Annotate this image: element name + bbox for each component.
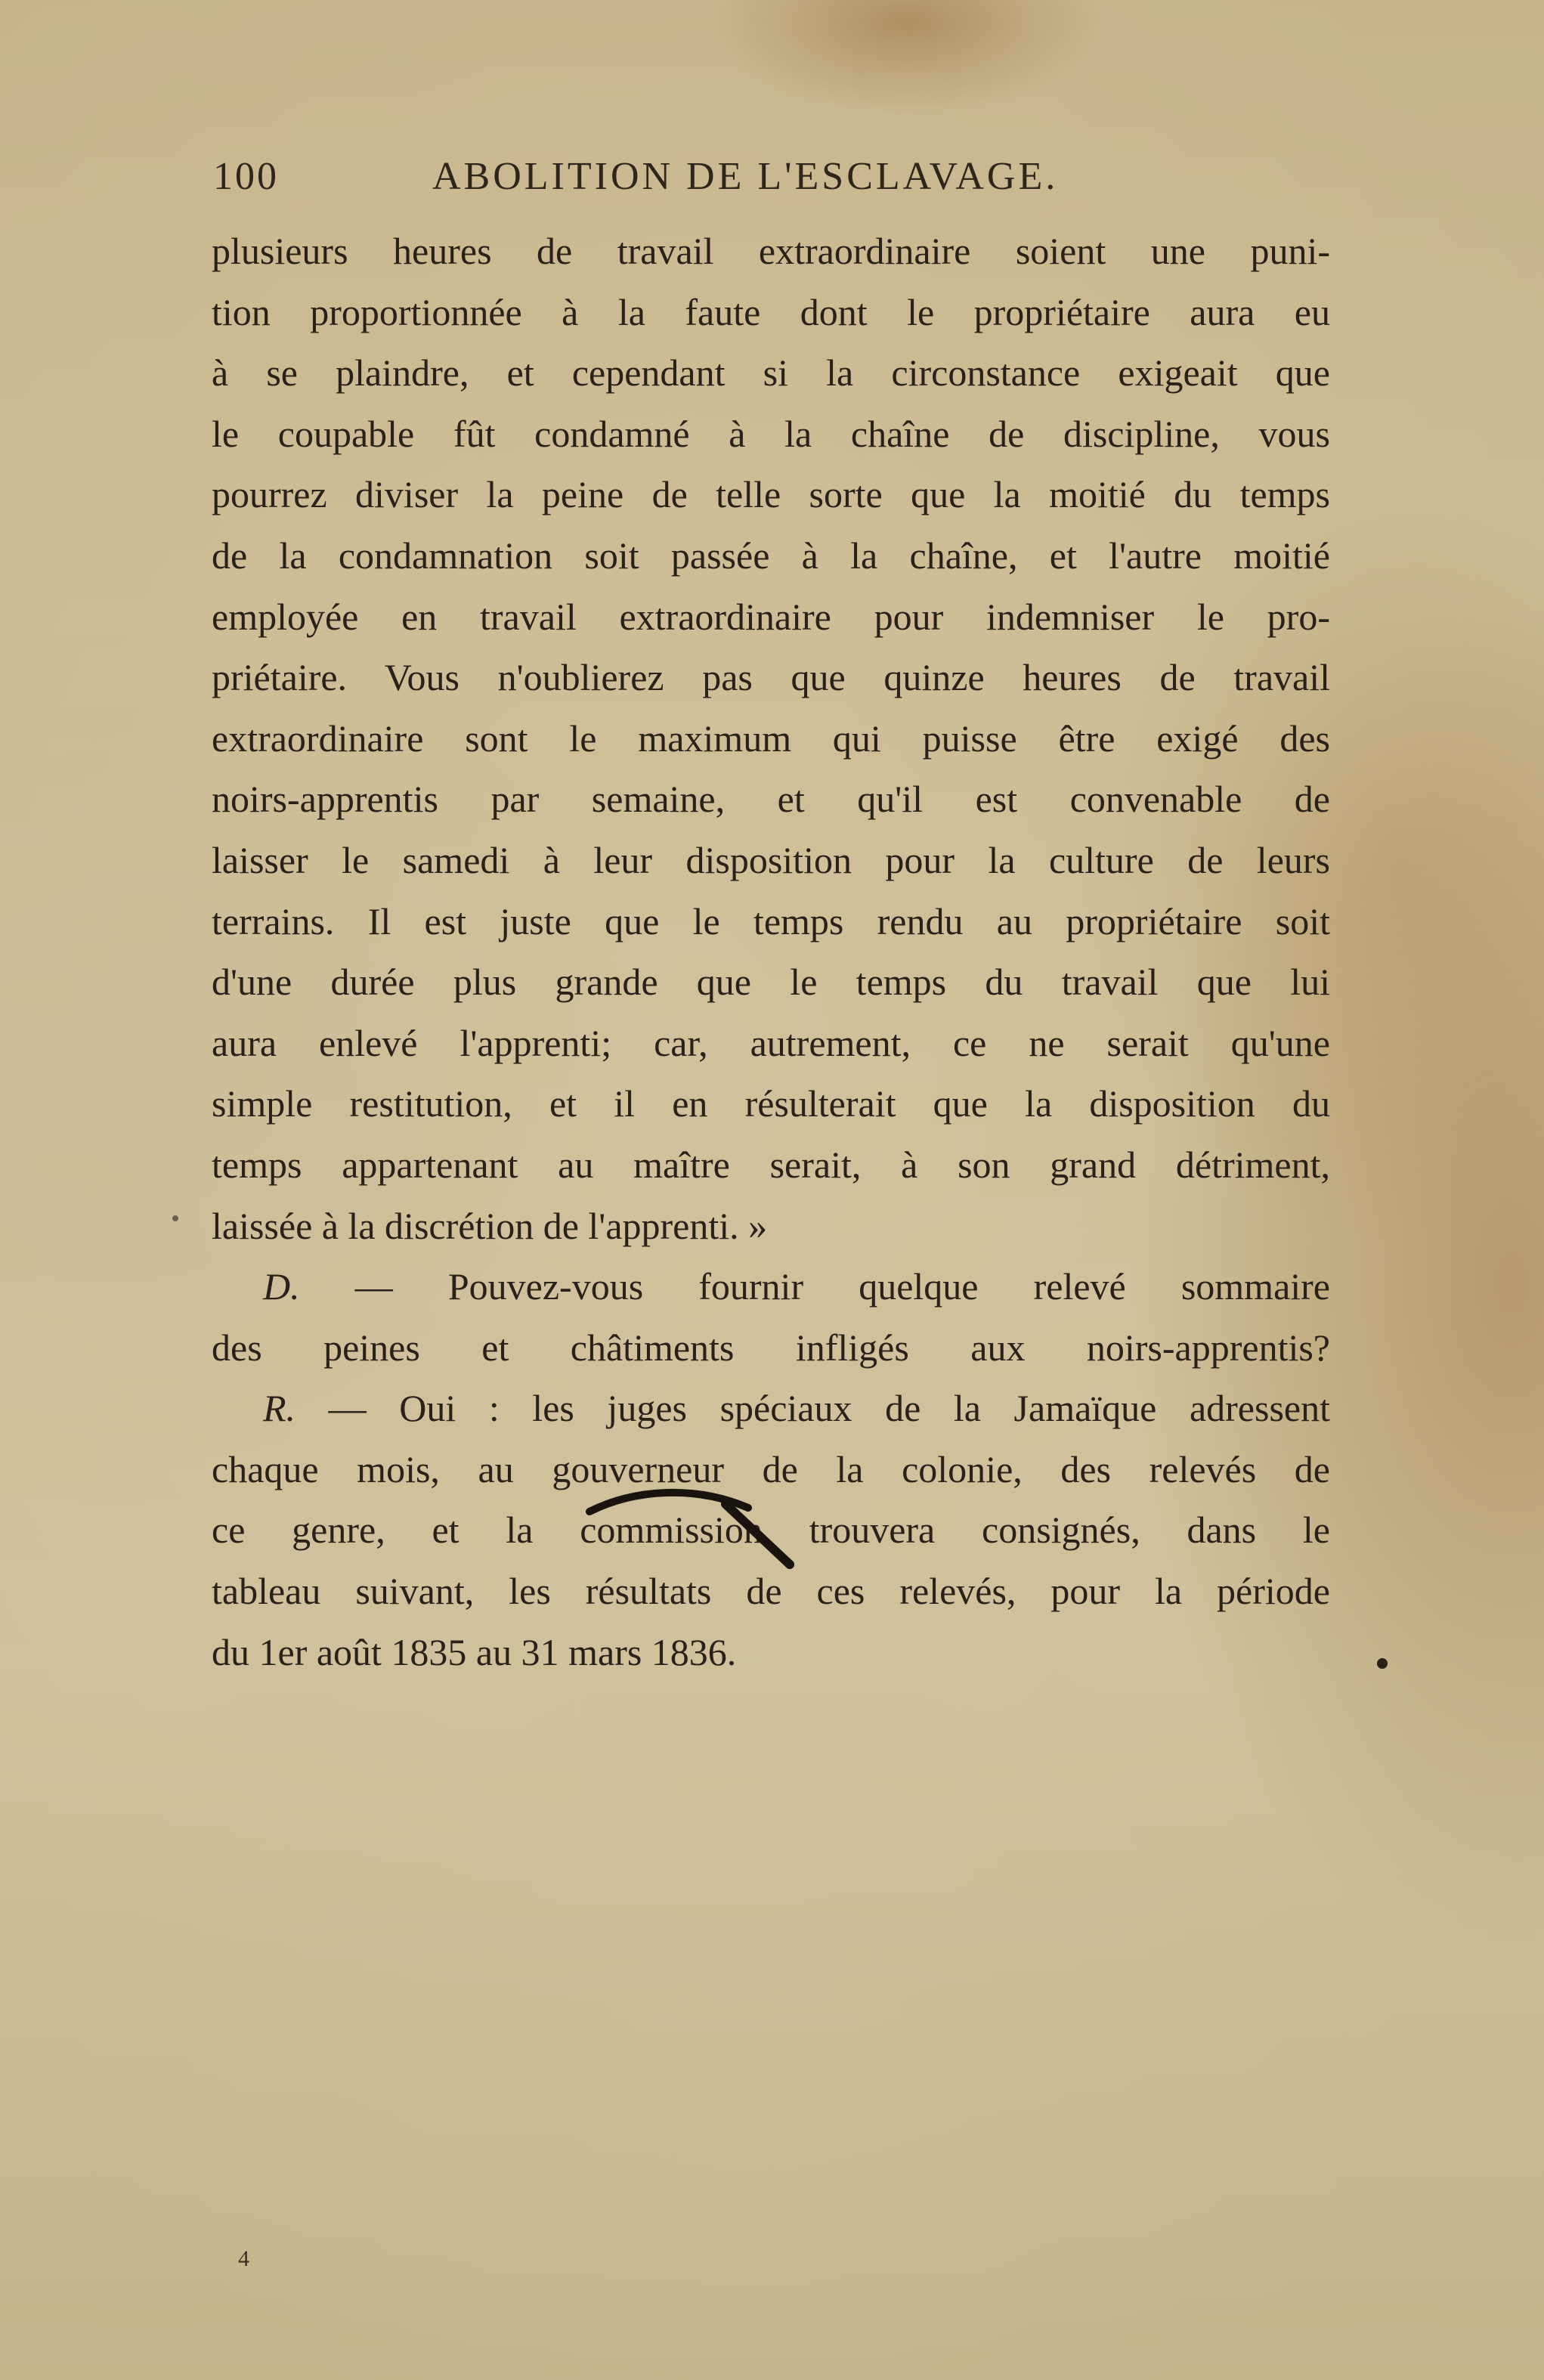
page-number: 100 [213,155,279,198]
text-line: simple restitution, et il en résulterait que la disposition du [212,1082,1330,1125]
question-marker: D. [263,1265,300,1308]
text-line: le coupable fût condamné à la chaîne de discipline, vous [212,412,1330,455]
answer-line: du 1er août 1835 au 31 mars 1836. [212,1630,737,1673]
answer-text: — Oui : les juges spéciaux de la Jamaïque adressent [328,1387,1330,1430]
text-line: de la condamnation soit passée à la chaîne, et l'autre moitié [212,534,1330,577]
answer-marker: R. [263,1387,296,1430]
running-title: ABOLITION DE L'ESCLAVAGE. [432,155,1059,198]
text-line: tion proportionnée à la faute dont le propriétaire aura eu [212,290,1330,333]
question-text: — Pouvez-vous fournir quelque relevé sommaire [354,1265,1331,1308]
text-line: priétaire. Vous n'oublierez pas que quinze heures de travail [212,656,1330,699]
text-line: extraordinaire sont le maximum qui puisse être exigé des [212,716,1330,760]
body-text [212,221,1330,1682]
text-line: aura enlevé l'apprenti; car, autrement, ce ne serait qu'une [212,1021,1330,1064]
ink-mark [574,1481,831,1572]
ink-speck [1377,1658,1388,1669]
ink-speck [172,1215,178,1221]
text-line: terrains. Il est juste que le temps rendu au propriétaire soit [212,899,1330,942]
text-line: noirs-apprentis par semaine, et qu'il est convenable de [212,778,1330,821]
text-line: laisser le samedi à leur disposition pour la culture de leurs [212,838,1330,881]
answer-line [212,1378,1330,1439]
text-line: plusieurs heures de travail extraordinaire soient une puni- [212,230,1330,272]
answer-line: ce genre, et la commission trouvera consignés, dans le [212,1509,1330,1552]
text-line: employée en travail extraordinaire pour indemniser le pro- [212,595,1330,638]
text-line: temps appartenant au maître serait, à son grand détriment, [212,1143,1330,1186]
text-line: à se plaindre, et cependant si la circonstance exigeait que [212,351,1330,395]
question-line: des peines et châtiments infligés aux noirs-apprentis? [212,1326,1330,1369]
answer-line: chaque mois, au gouverneur de la colonie, des relevés de [212,1447,1330,1490]
text-line: pourrez diviser la peine de telle sorte que la moitié du temps [212,473,1330,516]
text-line: laissée à la discrétion de l'apprenti. » [212,1204,768,1247]
answer-line: tableau suivant, les résultats de ces relevés, pour la période [212,1570,1330,1613]
running-head [213,154,1332,207]
text-line: d'une durée plus grande que le temps du travail que lui [212,961,1330,1004]
signature-mark: 4 [238,2246,249,2271]
question-line [212,1256,1330,1317]
